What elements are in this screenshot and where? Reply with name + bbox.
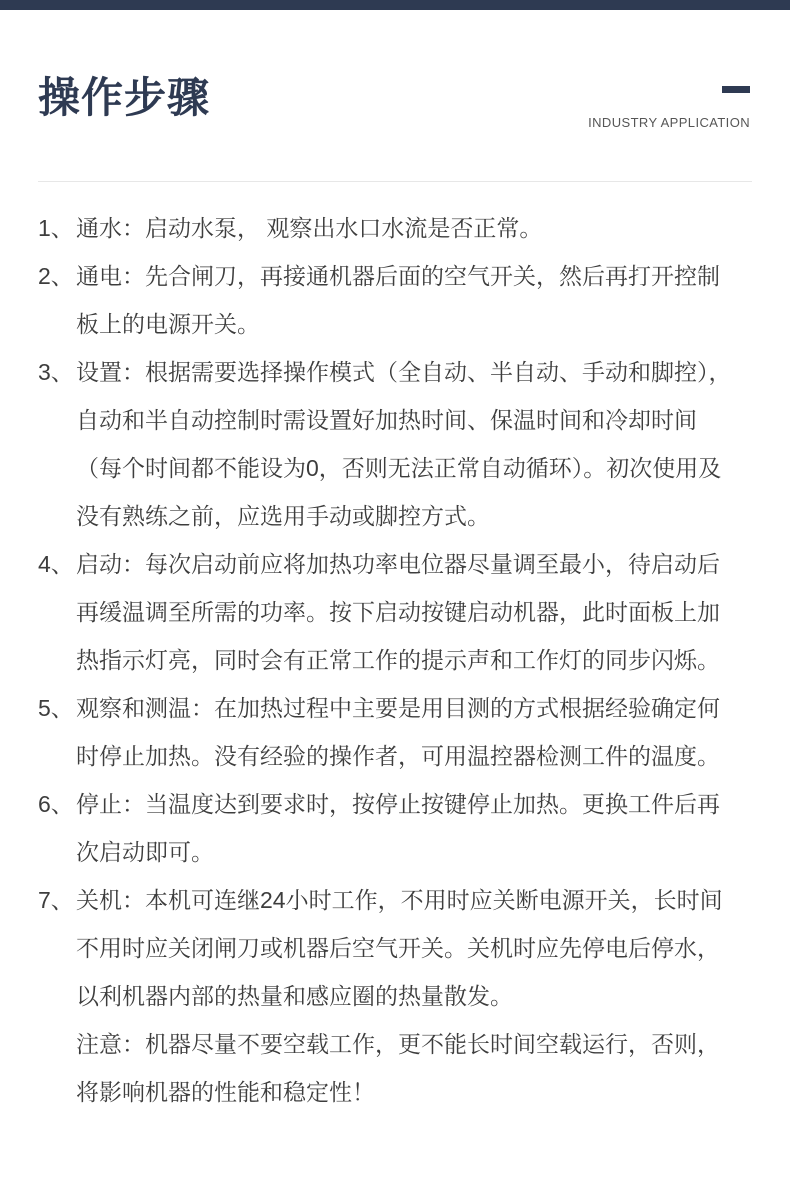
step-line: 启动：每次启动前应将加热功率电位器尽量调至最小，待启动后 xyxy=(76,551,720,577)
step-item xyxy=(38,348,752,540)
step-number: 7、 xyxy=(38,887,74,913)
step-line: 板上的电源开关。 xyxy=(76,311,260,337)
step-line: 时停止加热。没有经验的操作者，可用温控器检测工件的温度。 xyxy=(76,743,720,769)
step-line: 以利机器内部的热量和感应圈的热量散发。 xyxy=(76,983,513,1009)
step-line: （每个时间都不能设为0，否则无法正常自动循环）。初次使用及 xyxy=(76,455,722,481)
step-number: 2、 xyxy=(38,263,74,289)
steps-list xyxy=(38,204,752,1116)
step-line: 观察和测温：在加热过程中主要是用目测的方式根据经验确定何 xyxy=(76,695,720,721)
step-number: 1、 xyxy=(38,215,74,241)
step-item xyxy=(38,540,752,684)
step-item xyxy=(38,780,752,876)
header-right xyxy=(588,80,750,130)
step-line: 自动和半自动控制时需设置好加热时间、保温时间和冷却时间 xyxy=(76,407,697,433)
dash-decoration xyxy=(722,86,750,93)
step-number: 3、 xyxy=(38,359,74,385)
step-item xyxy=(38,204,752,252)
step-line: 次启动即可。 xyxy=(76,839,214,865)
step-number: 5、 xyxy=(38,695,74,721)
step-line: 通水：启动水泵， 观察出水口水流是否正常。 xyxy=(76,215,543,241)
step-line: 关机：本机可连继24小时工作，不用时应关断电源开关，长时间 xyxy=(76,887,723,913)
step-line: 设置：根据需要选择操作模式（全自动、半自动、手动和脚控）， xyxy=(76,359,732,385)
step-item xyxy=(38,252,752,348)
step-number: 4、 xyxy=(38,551,74,577)
step-line: 不用时应关闭闸刀或机器后空气开关。关机时应先停电后停水， xyxy=(76,935,720,961)
page-title: 操作步骤 xyxy=(38,74,211,121)
step-item xyxy=(38,684,752,780)
header-divider xyxy=(38,181,752,182)
step-item xyxy=(38,876,752,1020)
step-line: 注意：机器尽量不要空载工作，更不能长时间空载运行，否则， xyxy=(76,1031,720,1057)
note-item xyxy=(76,1020,752,1116)
step-line: 热指示灯亮，同时会有正常工作的提示声和工作灯的同步闪烁。 xyxy=(76,647,720,673)
step-line: 停止：当温度达到要求时，按停止按键停止加热。更换工件后再 xyxy=(76,791,720,817)
step-line: 通电：先合闸刀，再接通机器后面的空气开关，然后再打开控制 xyxy=(76,263,720,289)
step-number: 6、 xyxy=(38,791,74,817)
step-line: 再缓温调至所需的功率。按下启动按键启动机器，此时面板上加 xyxy=(76,599,720,625)
top-divider-bar xyxy=(0,0,790,10)
step-line: 将影响机器的性能和稳定性！ xyxy=(76,1079,375,1105)
step-line: 没有熟练之前，应选用手动或脚控方式。 xyxy=(76,503,490,529)
header-subtitle: INDUSTRY APPLICATION xyxy=(588,115,750,130)
